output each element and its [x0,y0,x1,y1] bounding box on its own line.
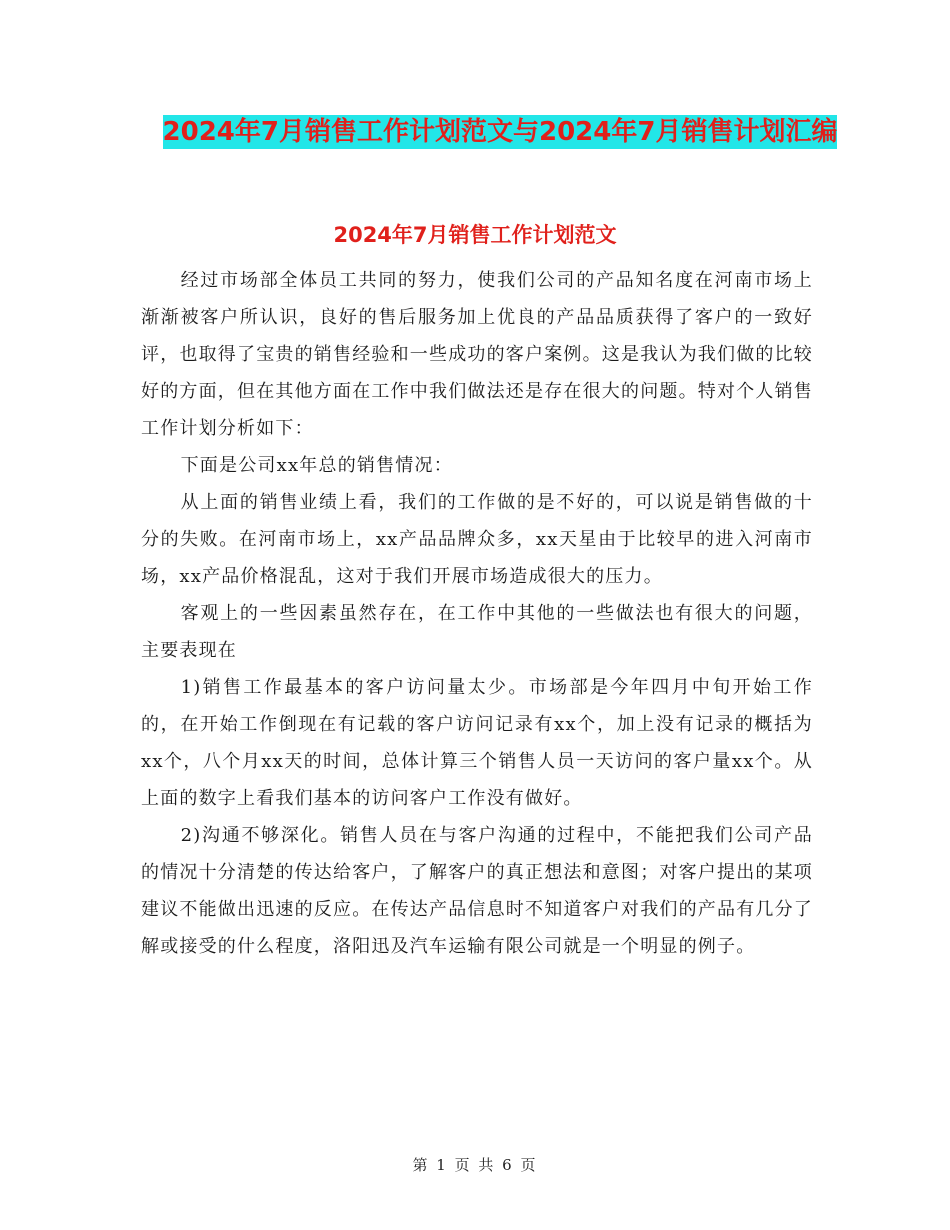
paragraph: 1)销售工作最基本的客户访问量太少。市场部是今年四月中旬开始工作的，在开始工作倒现在有记载的客户访问记录有xx个，加上没有记录的概括为xx个，八个月xx天的时间，总体计算三个销售人员一天访问的客户量xx个。从上面的数字上看我们基本的访问客户工作没有做好。 [141,677,813,809]
document-body [141,262,813,965]
section-title: 2024年7月销售工作计划范文 [333,223,617,247]
paragraph: 客观上的一些因素虽然存在，在工作中其他的一些做法也有很大的问题，主要表现在 [141,603,813,661]
paragraph: 下面是公司xx年总的销售情况： [180,455,453,476]
paragraph: 从上面的销售业绩上看，我们的工作做的是不好的，可以说是销售做的十分的失败。在河南市场上，xx产品品牌众多，xx天星由于比较早的进入河南市场，xx产品价格混乱，这对于我们开展市场造成很大的压力。 [141,492,813,587]
document-title-text: 2024年7月销售工作计划范文与2024年7月销售计划汇编 [162,117,838,147]
page-footer: 第 1 页 共 6 页 [412,1156,538,1174]
paragraph: 经过市场部全体员工共同的努力，使我们公司的产品知名度在河南市场上渐渐被客户所认识，良好的售后服务加上优良的产品品质获得了客户的一致好评，也取得了宝贵的销售经验和一些成功的客户案例。这是我认为我们做的比较好的方面，但在其他方面在工作中我们做法还是存在很大的问题。特对个人销售工作计划分析如下： [141,270,813,439]
document-title [140,110,860,154]
paragraph: 2)沟通不够深化。销售人员在与客户沟通的过程中，不能把我们公司产品的情况十分清楚的传达给客户，了解客户的真正想法和意图；对客户提出的某项建议不能做出迅速的反应。在传达产品信息时不知道客户对我们的产品有几分了解或接受的什么程度，洛阳迅及汽车运输有限公司就是一个明显的例子。 [141,825,813,957]
